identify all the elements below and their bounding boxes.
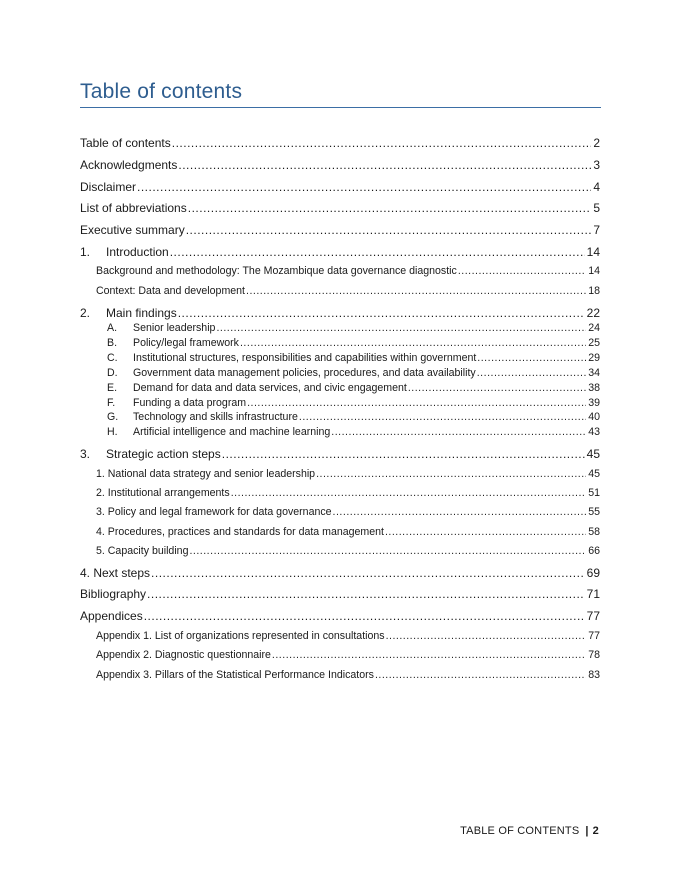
toc-entry[interactable]: [80, 245, 600, 259]
toc-entry-title: Appendix 1. List of organizations represented in consultations: [96, 630, 385, 642]
toc-entry-number: 2.: [80, 306, 91, 320]
toc-entry-page: 40: [588, 411, 600, 423]
toc-entry-title: 2. Institutional arrangements: [96, 487, 230, 499]
toc-entry-page: 51: [588, 487, 600, 499]
toc-entry[interactable]: [107, 367, 600, 379]
toc-entry-page: 25: [588, 337, 600, 349]
toc-entry[interactable]: [96, 526, 600, 538]
toc-entry-page: 14: [588, 265, 600, 277]
toc-entry-title: Context: Data and development: [96, 285, 245, 297]
toc-entry-number: H.: [107, 426, 118, 438]
toc-entry-title: 5. Capacity building: [96, 545, 189, 557]
dot-leader: [147, 587, 585, 601]
toc-entry-number: F.: [107, 397, 116, 409]
toc-entry-title: Appendices: [80, 609, 143, 623]
toc-entry-title: Demand for data and data services, and civic engagement: [133, 382, 407, 394]
toc-entry-page: 78: [588, 649, 600, 661]
toc-entry-number: 1.: [80, 245, 91, 259]
dot-leader: [375, 669, 586, 681]
toc-entry[interactable]: [80, 158, 600, 172]
toc-entry[interactable]: [107, 411, 600, 423]
toc-entry-title: Policy/legal framework: [133, 337, 239, 349]
toc-entry[interactable]: [80, 587, 600, 601]
dot-leader: [222, 447, 585, 461]
dot-leader: [333, 506, 587, 518]
toc-entry[interactable]: [107, 426, 600, 438]
toc-entry-title: 1. National data strategy and senior leadership: [96, 468, 316, 480]
toc-entry-page: 83: [588, 669, 600, 681]
toc-entry-page: 29: [588, 352, 600, 364]
toc-entry-title: Technology and skills infrastructure: [133, 411, 298, 423]
toc-entry-number: A.: [107, 322, 118, 334]
toc-entry-title: Artificial intelligence and machine learning: [133, 426, 331, 438]
toc-entry-title: Appendix 2. Diagnostic questionnaire: [96, 649, 271, 661]
toc-entry-page: 5: [593, 201, 600, 215]
toc-entry-page: 4: [593, 180, 600, 194]
toc-entry-title: Disclaimer: [80, 180, 137, 194]
dot-leader: [189, 545, 586, 557]
toc-entry-number: E.: [107, 382, 118, 394]
dot-leader: [331, 426, 586, 438]
toc-entry-title: Government data management policies, procedures, and data availability: [133, 367, 476, 379]
toc-entry-page: 58: [588, 526, 600, 538]
footer-section: TABLE OF CONTENTS: [460, 825, 580, 837]
dot-leader: [170, 245, 585, 259]
dot-leader: [186, 223, 592, 237]
toc-entry[interactable]: [107, 397, 600, 409]
page-footer: [460, 825, 599, 837]
dot-leader: [316, 468, 586, 480]
toc-entry-title: Acknowledgments: [80, 158, 178, 172]
toc-entry-title: Appendix 3. Pillars of the Statistical Performance Indicators: [96, 669, 374, 681]
toc-entry-page: 39: [588, 397, 600, 409]
toc-entry-title: Background and methodology: The Mozambique data governance diagnostic: [96, 265, 457, 277]
toc-entry-title: Senior leadership: [133, 322, 216, 334]
toc-entry-title: 3. Policy and legal framework for data governance: [96, 506, 332, 518]
dot-leader: [299, 411, 586, 423]
dot-leader: [385, 526, 586, 538]
toc-entry[interactable]: [80, 566, 600, 580]
toc-entry-page: 38: [588, 382, 600, 394]
dot-leader: [144, 609, 585, 623]
toc-entry[interactable]: [107, 322, 600, 334]
toc-entry[interactable]: [96, 649, 600, 661]
dot-leader: [247, 397, 586, 409]
toc-entry-page: 3: [593, 158, 600, 172]
toc-entry[interactable]: [96, 265, 600, 277]
toc-entry-number: C.: [107, 352, 118, 364]
dot-leader: [246, 285, 586, 297]
dot-leader: [188, 201, 592, 215]
toc-entry-page: 77: [586, 609, 600, 623]
toc-entry[interactable]: [96, 468, 600, 480]
toc-entry-title: Funding a data program: [133, 397, 247, 409]
toc-entry-page: 22: [586, 306, 600, 320]
dot-leader: [178, 306, 585, 320]
dot-leader: [172, 136, 592, 150]
toc-entry[interactable]: [80, 306, 600, 320]
toc-entry[interactable]: [96, 487, 600, 499]
toc-entry-title: 4. Procedures, practices and standards for data management: [96, 526, 384, 538]
dot-leader: [231, 487, 587, 499]
toc-entry[interactable]: [96, 285, 600, 297]
dot-leader: [272, 649, 586, 661]
dot-leader: [408, 382, 586, 394]
toc-entry-number: 3.: [80, 447, 91, 461]
toc-entry-page: 7: [593, 223, 600, 237]
toc-entry-title: 4. Next steps: [80, 566, 151, 580]
toc-entry-title: Institutional structures, responsibilities and capabilities within government: [133, 352, 477, 364]
footer-page-number: 2: [592, 825, 599, 837]
toc-entry[interactable]: [80, 223, 600, 237]
dot-leader: [178, 158, 591, 172]
toc-entry-number: B.: [107, 337, 118, 349]
dot-leader: [458, 265, 586, 277]
toc-entry-number: G.: [107, 411, 119, 423]
footer-separator: |: [585, 825, 589, 837]
toc-entry-title: Bibliography: [80, 587, 147, 601]
toc-entry-page: 24: [588, 322, 600, 334]
toc-entry-title: Introduction: [106, 245, 169, 259]
toc-entry[interactable]: [96, 669, 600, 681]
toc-entry[interactable]: [80, 180, 600, 194]
toc-entry[interactable]: [107, 352, 600, 364]
toc-entry-page: 71: [586, 587, 600, 601]
toc-entry-page: 45: [586, 447, 600, 461]
toc-entry-page: 18: [588, 285, 600, 297]
toc-entry-page: 43: [588, 426, 600, 438]
toc-entry-title: Table of contents: [80, 136, 171, 150]
dot-leader: [477, 367, 586, 379]
toc-entry-page: 77: [588, 630, 600, 642]
toc-entry-title: Strategic action steps: [106, 447, 221, 461]
toc-entry-title: Executive summary: [80, 223, 185, 237]
toc-entry[interactable]: [80, 201, 600, 215]
toc-entry-title: List of abbreviations: [80, 201, 187, 215]
toc-entry-number: D.: [107, 367, 118, 379]
toc-entry[interactable]: [96, 545, 600, 557]
dot-leader: [137, 180, 591, 194]
dot-leader: [216, 322, 586, 334]
page-title: Table of contents: [80, 80, 243, 103]
toc-entry-title: Main findings: [106, 306, 177, 320]
dot-leader: [151, 566, 585, 580]
dot-leader: [477, 352, 586, 364]
toc-entry[interactable]: [107, 337, 600, 349]
toc-entry-page: 45: [588, 468, 600, 480]
toc-entry[interactable]: [80, 136, 600, 150]
toc-entry[interactable]: [80, 609, 600, 623]
toc-entry-page: 69: [586, 566, 600, 580]
dot-leader: [386, 630, 587, 642]
toc-entry[interactable]: [107, 382, 600, 394]
toc-entry[interactable]: [96, 630, 600, 642]
dot-leader: [240, 337, 586, 349]
heading-rule: [80, 107, 601, 108]
toc-entry-page: 14: [586, 245, 600, 259]
toc-entry[interactable]: [80, 447, 600, 461]
toc-entry-page: 34: [588, 367, 600, 379]
toc-entry-page: 55: [588, 506, 600, 518]
toc-entry[interactable]: [96, 506, 600, 518]
toc-entry-page: 2: [593, 136, 600, 150]
toc-entry-page: 66: [588, 545, 600, 557]
